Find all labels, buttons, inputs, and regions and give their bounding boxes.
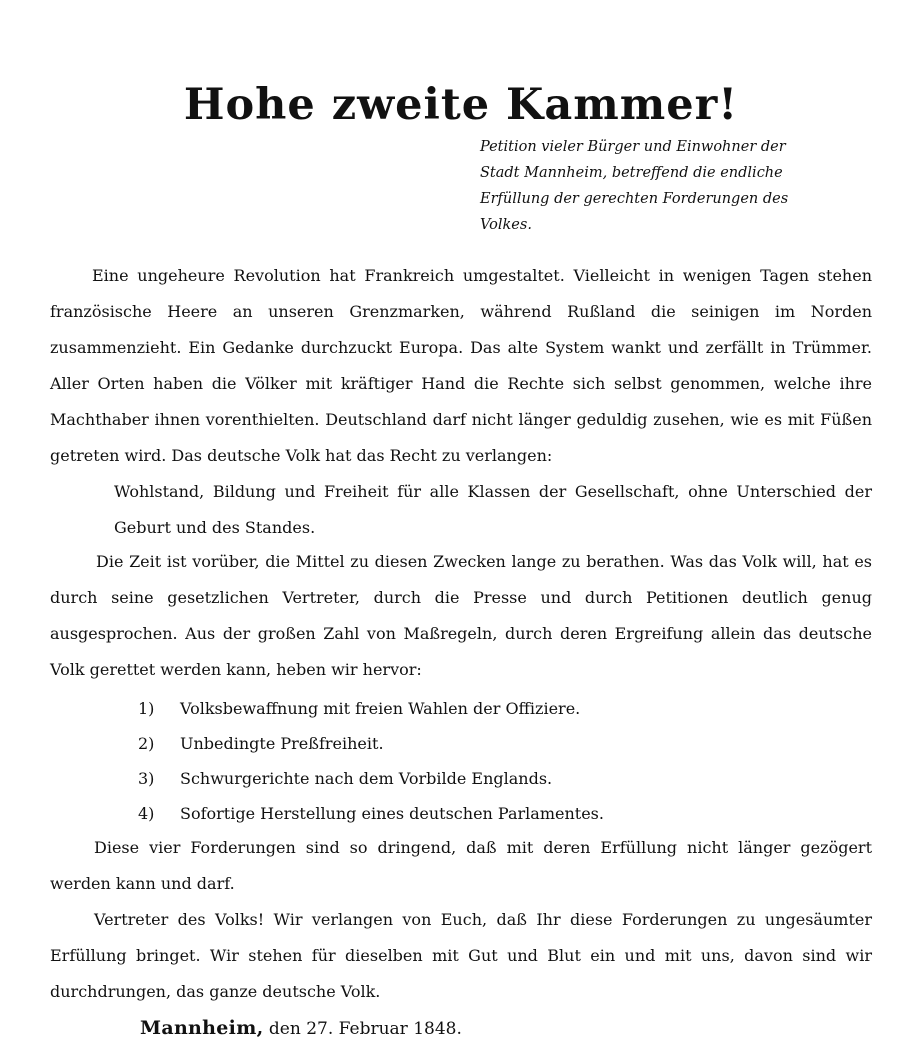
list-item	[138, 691, 858, 726]
petition-title: Hohe zweite Kammer!	[183, 79, 739, 130]
demand-number: 4)	[138, 804, 155, 823]
demand-text: Unbedingte Preßfreiheit.	[180, 734, 384, 753]
paragraph-demand-quote: Wohlstand, Bildung und Freiheit für alle Klassen der Gesellschaft, ohne Unterschied der Geburt und des Standes.	[114, 482, 872, 537]
paragraph-appeal: Vertreter des Volks! Wir verlangen von Euch, daß Ihr diese Forderungen zu ungesäumter Erfüllung bringet. Wir stehen für dieselben mit Gut und Blut ein und mit uns, davon sind wir durchdrungen, das ganze deutsche Volk.	[50, 910, 872, 1001]
date-text: den 27. Februar 1848.	[268, 1019, 462, 1039]
demand-text: Sofortige Herstellung eines deutschen Parlamentes.	[180, 804, 604, 823]
demand-text: Volksbewaffnung mit freien Wahlen der Offiziere.	[180, 699, 581, 718]
list-item	[138, 726, 858, 761]
demands-list	[138, 691, 858, 831]
petition-subtitle: Petition vieler Bürger und Einwohner der Stadt Mannheim, betreffend die endliche Erfüllung der gerechten Forderungen des Volkes.	[480, 139, 789, 233]
demand-number: 2)	[138, 734, 155, 753]
paragraph-revolution: Eine ungeheure Revolution hat Frankreich umgestaltet. Vielleicht in wenigen Tagen stehen französische Heere an unseren Grenzmarken, während Rußland die seinigen im Norden zusammenzieht. Ein Gedanke durchzuckt Europa. Das alte System wankt und zerfällt in Trümmer. Aller Orten haben die Völker mit kräftiger Hand die Rechte sich selbst genommen, welche ihre Machthaber ihnen vorenthielten. Deutschland darf nicht länger geduldig zusehen, wie es mit Füßen getreten wird. Das deutsche Volk hat das Recht zu verlangen:	[50, 266, 872, 465]
demand-number: 3)	[138, 769, 155, 788]
demand-number: 1)	[138, 699, 155, 718]
paragraph-urgency: Diese vier Forderungen sind so dringend, daß mit deren Erfüllung nicht länger gezögert werden kann und darf.	[50, 838, 872, 893]
list-item	[138, 796, 858, 831]
place-name: Mannheim,	[140, 1017, 264, 1039]
demand-text: Schwurgerichte nach dem Vorbilde Englands.	[180, 769, 553, 788]
paragraph-means: Die Zeit ist vorüber, die Mittel zu diesen Zwecken lange zu berathen. Was das Volk will, hat es durch seine gesetzlichen Vertreter, durch die Presse und durch Petitionen deutlich genug ausgesprochen. Aus der großen Zahl von Maßregeln, durch deren Ergreifung allein das deutsche Volk gerettet werden kann, heben wir hervor:	[50, 552, 872, 679]
place-and-date	[140, 1012, 462, 1045]
list-item	[138, 761, 858, 796]
